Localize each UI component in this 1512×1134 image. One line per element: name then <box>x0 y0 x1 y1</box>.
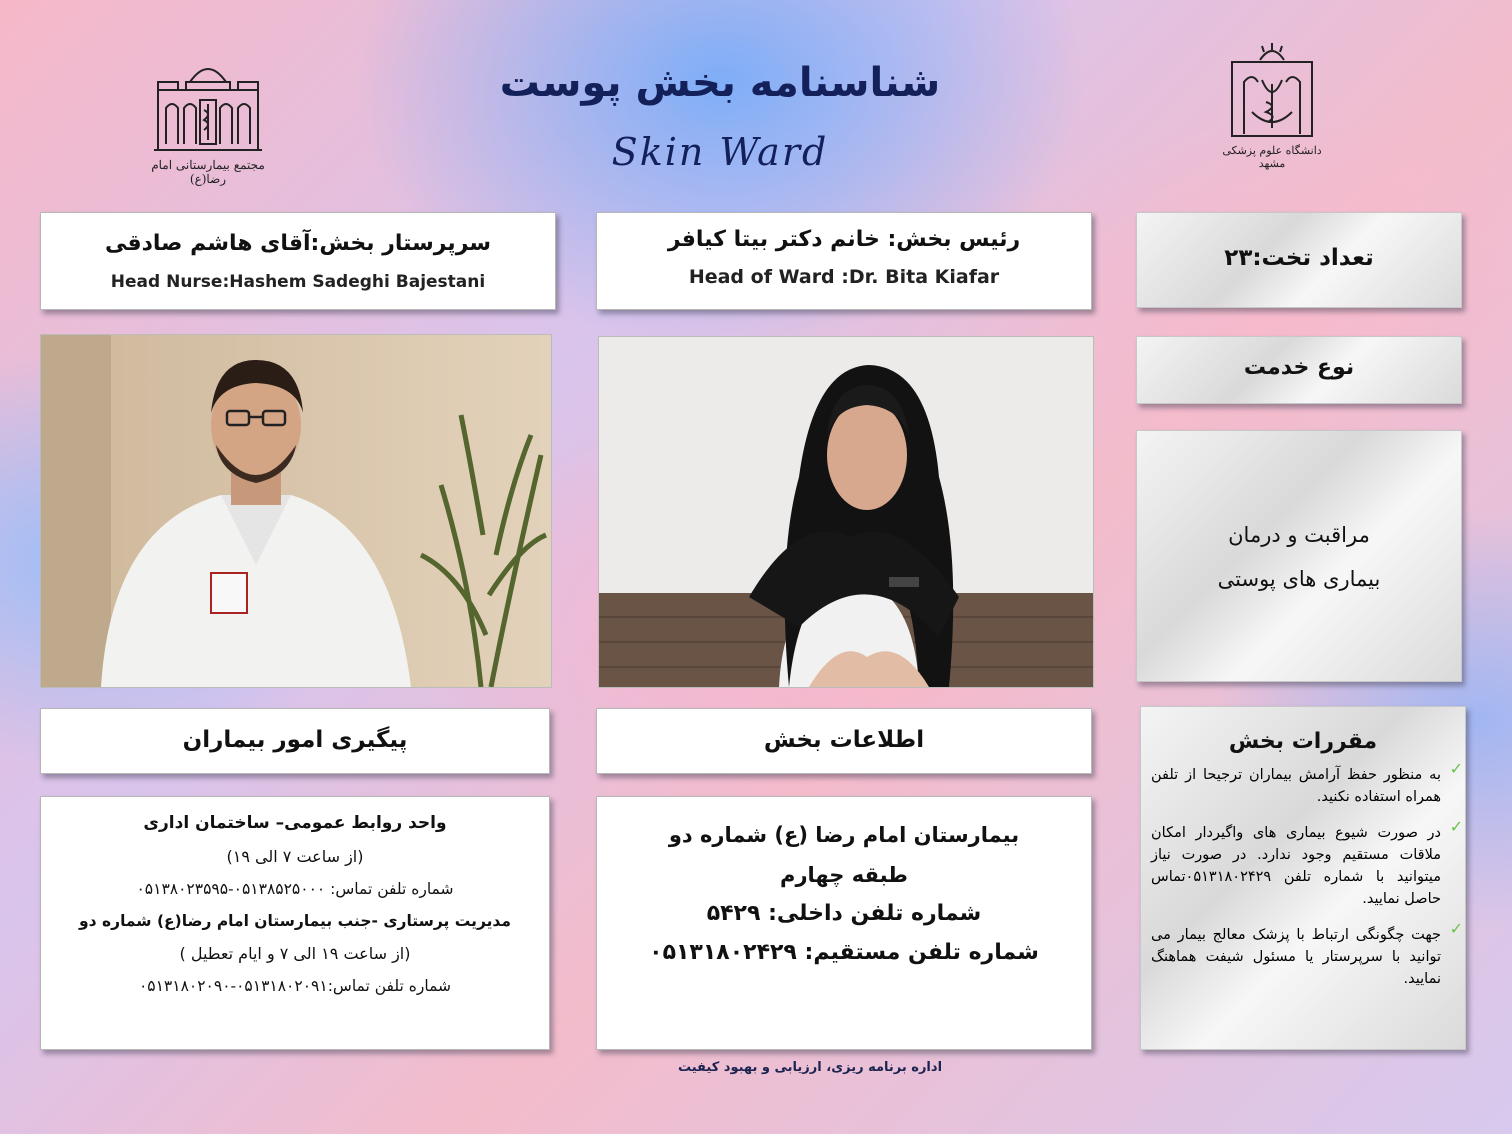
service-description-card <box>1136 430 1462 682</box>
head-nurse-title-fa: سرپرستار بخش:آقای هاشم صادقی <box>104 231 492 256</box>
footer-credit: اداره برنامه ریزی، ارزیابی و بهبود کیفیت <box>677 1060 943 1075</box>
nursing-hours-line: (از ساعت ۱۹ الی ۷ و ایام تعطیل ) <box>179 944 411 963</box>
ward-info-heading-card <box>596 708 1092 774</box>
page-subtitle: Skin Ward <box>611 130 829 174</box>
patient-affairs-details <box>40 796 550 1050</box>
patient-affairs-heading-card <box>40 708 550 774</box>
university-logo-caption: دانشگاه علوم پزشکی مشهد <box>1222 144 1322 170</box>
hospital-building-icon <box>150 52 266 156</box>
university-logo <box>1222 42 1322 172</box>
head-nurse-title-en: Head Nurse:Hashem Sadeghi Bajestani <box>110 272 486 292</box>
head-nurse-card <box>40 212 556 310</box>
head-of-ward-card <box>596 212 1092 310</box>
head-of-ward-title-en: Head of Ward :Dr. Bita Kiafar <box>688 266 1000 288</box>
rule-item: ✓ به منظور حفظ آرامش بیماران ترجیحا از تلفن همراه استفاده نکنید. <box>1151 759 1463 805</box>
service-line-2: بیماری های پوستی <box>1217 567 1381 591</box>
hospital-logo <box>150 52 266 186</box>
head-nurse-photo <box>40 334 552 688</box>
rule-item: ✓ جهت چگونگی ارتباط با پزشک معالج بیمار می توانید با سرپرستار یا مسئول شیفت هماهنگ نمایید. <box>1151 919 1463 987</box>
head-of-ward-photo <box>598 336 1094 688</box>
rule-item: ✓ در صورت شیوع بیماری های واگیردار امکان ملاقات مستقیم وجود ندارد. در صورت نیاز میتوانید با شماره تلفن ۰۵۱۳۱۸۰۲۴۲۹تماس حاصل نمایید. <box>1151 817 1463 907</box>
ward-info-details <box>596 796 1092 1050</box>
ward-rules-list <box>1141 759 1465 990</box>
ward-info-heading: اطلاعات بخش <box>763 727 925 753</box>
head-of-ward-title-fa: رئیس بخش: خانم دکتر بیتا کیافر <box>667 227 1021 252</box>
checkmark-icon: ✓ <box>1449 817 1463 836</box>
ward-rules-card <box>1140 706 1466 1050</box>
hospital-logo-caption: مجتمع بیمارستانی امام رضا(ع) <box>151 158 265 186</box>
page-title: شناسنامه بخش پوست <box>499 60 941 106</box>
bed-count-card <box>1136 212 1462 308</box>
patient-affairs-heading: پیگیری امور بیماران <box>182 727 408 753</box>
ward-floor-line: طبقه چهارم <box>780 863 908 887</box>
checkmark-icon: ✓ <box>1449 759 1463 778</box>
pr-hours-line: (از ساعت ۷ الی ۱۹) <box>226 847 364 866</box>
nursing-phone-line: شماره تلفن تماس:۰۵۱۳۱۸۰۲۰۹۱-۰۵۱۳۱۸۰۲۰۹۰ <box>138 977 452 995</box>
nursing-mgmt-line: مدیریت پرستاری -جنب بیمارستان امام رضا(ع) شماره دو <box>79 912 511 930</box>
ward-rules-heading: مقررات بخش <box>1228 729 1378 754</box>
service-line-1: مراقبت و درمان <box>1228 523 1370 547</box>
service-type-card <box>1136 336 1462 404</box>
service-type-label: نوع خدمت <box>1243 355 1355 380</box>
bed-count-label: تعداد تخت:۲۳ <box>1224 245 1374 271</box>
ward-extension-line: شماره تلفن داخلی: ۵۴۲۹ <box>706 901 982 926</box>
ward-hospital-line: بیمارستان امام رضا (ع) شماره دو <box>668 823 1020 847</box>
ward-direct-phone-line: شماره تلفن مستقیم: ۰۵۱۳۱۸۰۲۴۲۹ <box>649 940 1039 965</box>
university-emblem-icon <box>1222 42 1322 140</box>
pr-unit-line: واحد روابط عمومی– ساختمان اداری <box>143 813 447 833</box>
checkmark-icon: ✓ <box>1449 919 1463 938</box>
pr-phone-line: شماره تلفن تماس: ۰۵۱۳۸۵۲۵۰۰۰-۰۵۱۳۸۰۲۳۵۹۵ <box>136 880 454 898</box>
